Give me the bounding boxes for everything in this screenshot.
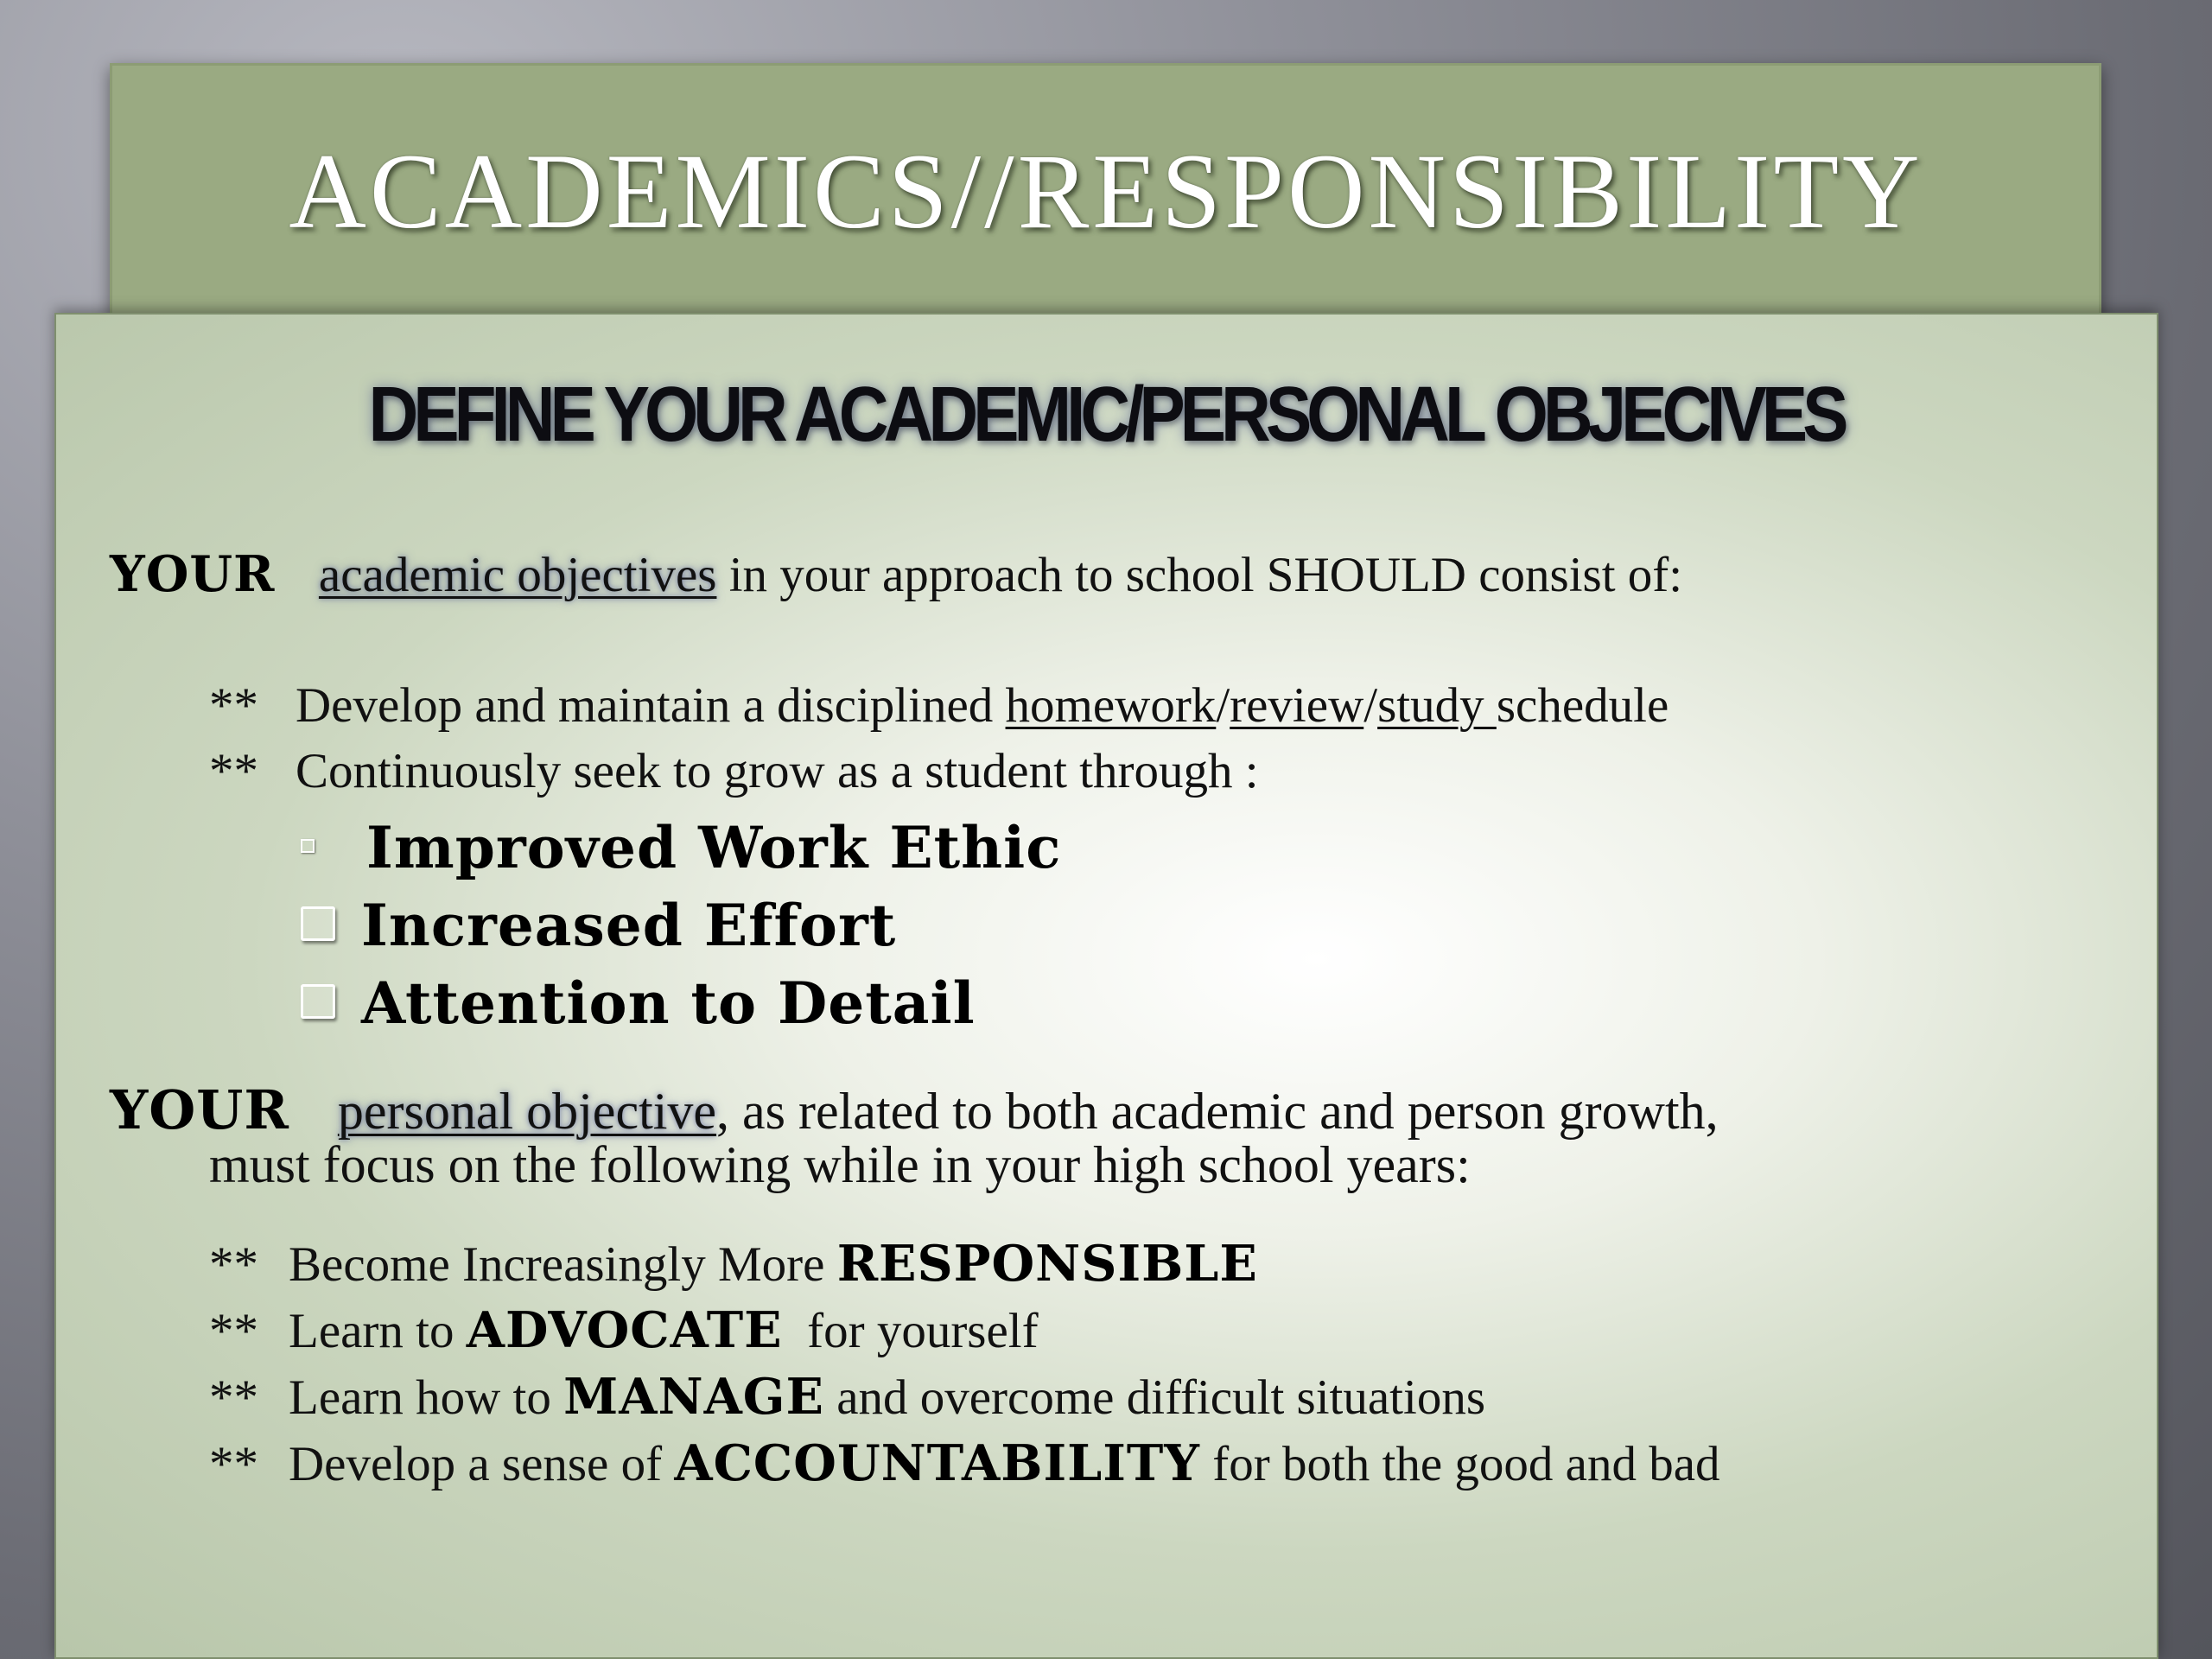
personal-item [209, 1235, 1258, 1293]
personal-lead-rest: , as related to both academic and person growth, [716, 1083, 1719, 1140]
personal-item-keyword: MANAGE [563, 1368, 824, 1426]
homework-word: homework [1005, 678, 1217, 733]
personal-intro [110, 1078, 1719, 1141]
academic-intro [110, 545, 1683, 603]
personal-item-post: for both the good and bad [1199, 1437, 1720, 1491]
sub-item [301, 969, 976, 1037]
personal-item [209, 1368, 1486, 1426]
academic-item-2-text: Continuously seek to grow as a student through : [296, 744, 1259, 798]
slide-title: ACADEMICS//RESPONSIBILITY [289, 132, 1923, 251]
sub-item-label: Improved Work Ethic [366, 814, 1062, 881]
academic-item-1 [209, 678, 1669, 733]
bullet-marker: ** [209, 678, 258, 733]
sub-item [301, 892, 897, 959]
personal-item-keyword: RESPONSIBLE [836, 1235, 1258, 1293]
separator: / [1216, 678, 1230, 733]
bullet-marker: ** [209, 1437, 258, 1491]
slide-subtitle: DEFINE YOUR ACADEMIC/PERSONAL OBJECIVES [368, 371, 1844, 458]
sub-item [301, 814, 1062, 881]
personal-item-pre: Develop a sense of [289, 1437, 675, 1491]
study-word: study [1377, 678, 1497, 733]
separator: / [1363, 678, 1378, 733]
bullet-marker: ** [209, 1370, 258, 1425]
academic-item-1-prefix: Develop and maintain a disciplined [296, 678, 1006, 733]
checkbox-bullet-icon [301, 984, 335, 1019]
academic-item-1-suffix: schedule [1496, 678, 1669, 733]
personal-lead-strong: YOUR [110, 1078, 289, 1141]
personal-item-pre: Learn to [289, 1304, 467, 1358]
sub-item-label: Increased Effort [361, 892, 897, 959]
personal-item [209, 1434, 1720, 1492]
personal-item [209, 1301, 1039, 1359]
review-word: review [1230, 678, 1364, 733]
academic-lead-rest: in your approach to school SHOULD consist of: [716, 548, 1683, 602]
personal-item-pre: Become Increasingly More [289, 1237, 837, 1292]
personal-item-keyword: ADVOCATE [466, 1301, 783, 1359]
bullet-marker: ** [209, 1237, 258, 1292]
sub-item-label: Attention to Detail [361, 969, 976, 1037]
personal-intro-line2: must focus on the following while in your high school years: [209, 1136, 1471, 1193]
small-square-bullet-icon [301, 839, 315, 853]
personal-objective-link: personal objective [337, 1083, 717, 1140]
academic-lead-strong: YOUR [110, 545, 276, 603]
personal-item-post: for yourself [782, 1304, 1039, 1358]
academic-objectives-link: academic objectives [318, 548, 717, 602]
bullet-marker: ** [209, 1304, 258, 1358]
personal-item-keyword: ACCOUNTABILITY [674, 1434, 1200, 1492]
checkbox-bullet-icon [301, 906, 335, 941]
academic-item-2 [209, 744, 1259, 798]
bullet-marker: ** [209, 744, 258, 798]
personal-item-pre: Learn how to [289, 1370, 564, 1425]
personal-item-post: and overcome difficult situations [823, 1370, 1486, 1425]
